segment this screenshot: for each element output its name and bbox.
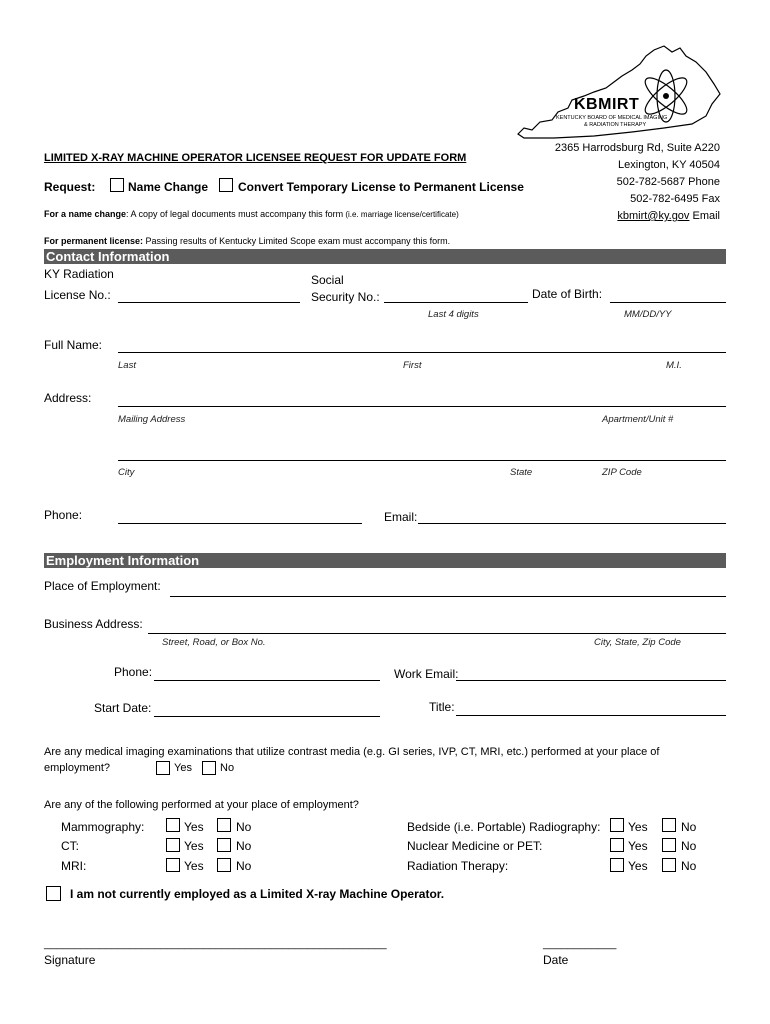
mri-label: MRI: xyxy=(61,859,87,873)
radiation-yes-checkbox[interactable] xyxy=(610,858,624,872)
logo-line1: KENTUCKY BOARD OF MEDICAL IMAGING xyxy=(556,115,668,121)
contrast-yes-label: Yes xyxy=(174,762,192,774)
board-email xyxy=(617,210,720,222)
mailing-address-hint: Mailing Address xyxy=(118,414,186,425)
ct-no-label: No xyxy=(236,839,252,853)
mri-no-label: No xyxy=(236,859,252,873)
board-fax: 502-782-6495 Fax xyxy=(630,193,720,205)
name-change-note-small: (i.e. marriage license/certificate) xyxy=(343,210,459,219)
bedside-label: Bedside (i.e. Portable) Radiography: xyxy=(407,820,601,834)
place-of-employment-field[interactable] xyxy=(170,596,726,597)
mri-no-checkbox[interactable] xyxy=(217,858,231,872)
email-label: Email: xyxy=(384,510,418,524)
board-email-link[interactable]: kbmirt@ky.gov xyxy=(617,210,690,222)
logo-line2: & RADIATION THERAPY xyxy=(584,122,647,128)
following-question: Are any of the following performed at your place of employment? xyxy=(44,799,359,811)
name-change-checkbox[interactable] xyxy=(110,178,124,192)
street-hint: Street, Road, or Box No. xyxy=(162,637,266,648)
contrast-yes-checkbox[interactable] xyxy=(156,761,170,775)
contrast-question-line1: Are any medical imaging examinations that utilize contrast media (e.g. GI series, IVP, CT, MRI, etc.) performed at your place of xyxy=(44,746,660,758)
title-label: Title: xyxy=(429,700,455,714)
contrast-question-line2: employment? xyxy=(44,762,111,774)
city-hint: City xyxy=(118,467,135,478)
board-address-line1: 2365 Harrodsburg Rd, Suite A220 xyxy=(554,142,720,154)
mri-yes-label: Yes xyxy=(184,859,204,873)
full-name-label: Full Name: xyxy=(44,338,103,352)
bedside-yes-checkbox[interactable] xyxy=(610,818,624,832)
mi-hint: M.I. xyxy=(666,360,682,371)
ky-radiation-label: KY Radiation xyxy=(44,267,114,281)
phone-label: Phone: xyxy=(44,508,83,522)
radiation-therapy-label: Radiation Therapy: xyxy=(407,859,509,873)
nuclear-yes-label: Yes xyxy=(628,839,648,853)
business-address-label: Business Address: xyxy=(44,617,143,631)
work-email-field[interactable] xyxy=(456,680,726,681)
ct-yes-checkbox[interactable] xyxy=(166,838,180,852)
employment-section-header: Employment Information xyxy=(44,553,726,568)
bedside-no-label: No xyxy=(681,820,697,834)
board-phone: 502-782-5687 Phone xyxy=(616,176,720,188)
request-label: Request: xyxy=(44,180,96,194)
contact-section-header: Contact Information xyxy=(44,249,726,264)
work-phone-field[interactable] xyxy=(154,680,380,681)
not-employed-checkbox[interactable] xyxy=(46,886,61,901)
contrast-no-label: No xyxy=(220,762,235,774)
email-field[interactable] xyxy=(418,523,726,524)
start-date-label: Start Date: xyxy=(94,701,152,715)
dob-field[interactable] xyxy=(610,302,726,303)
ssn-field[interactable] xyxy=(384,302,528,303)
nuclear-no-label: No xyxy=(681,839,697,853)
name-change-note-text: : A copy of legal documents must accompany this form xyxy=(126,209,344,219)
bedside-yes-label: Yes xyxy=(628,820,648,834)
social-label: Social xyxy=(311,273,344,287)
bedside-no-checkbox[interactable] xyxy=(662,818,676,832)
logo-name: KBMIRT xyxy=(574,96,640,113)
radiation-no-label: No xyxy=(681,859,697,873)
mammography-label: Mammography: xyxy=(61,820,145,834)
apartment-hint: Apartment/Unit # xyxy=(602,414,674,425)
mailing-address-field[interactable] xyxy=(118,406,726,407)
title-field[interactable] xyxy=(456,715,726,716)
dob-label: Date of Birth: xyxy=(532,287,603,301)
board-email-suffix: Email xyxy=(689,210,720,222)
work-phone-label: Phone: xyxy=(114,665,153,679)
city-state-zip-hint: City, State, Zip Code xyxy=(594,637,681,648)
ct-label: CT: xyxy=(61,839,79,853)
radiation-no-checkbox[interactable] xyxy=(662,858,676,872)
work-email-label: Work Email: xyxy=(394,667,459,681)
dob-format-hint: MM/DD/YY xyxy=(624,309,672,320)
first-name-hint: First xyxy=(403,360,422,371)
date-line[interactable]: ____________ xyxy=(543,938,617,950)
mammography-no-label: No xyxy=(236,820,252,834)
city-state-zip-field[interactable] xyxy=(118,460,726,461)
name-change-note-bold: For a name change xyxy=(44,209,127,219)
permanent-license-note-text: Passing results of Kentucky Limited Scope exam must accompany this form. xyxy=(143,236,451,246)
form-title: LIMITED X-RAY MACHINE OPERATOR LICENSEE REQUEST FOR UPDATE FORM xyxy=(44,152,467,164)
license-no-field[interactable] xyxy=(118,302,300,303)
not-employed-label: I am not currently employed as a Limited X-ray Machine Operator. xyxy=(70,887,445,901)
convert-license-checkbox[interactable] xyxy=(219,178,233,192)
contrast-no-checkbox[interactable] xyxy=(202,761,216,775)
mammography-no-checkbox[interactable] xyxy=(217,818,231,832)
mammography-yes-label: Yes xyxy=(184,820,204,834)
name-change-label: Name Change xyxy=(128,180,209,194)
nuclear-label: Nuclear Medicine or PET: xyxy=(407,839,543,853)
business-address-field[interactable] xyxy=(148,633,726,634)
mri-yes-checkbox[interactable] xyxy=(166,858,180,872)
name-change-note xyxy=(44,209,459,219)
state-hint: State xyxy=(510,467,533,478)
permanent-license-note-bold: For permanent license: xyxy=(44,236,144,246)
mammography-yes-checkbox[interactable] xyxy=(166,818,180,832)
permanent-license-note xyxy=(44,236,450,246)
nuclear-no-checkbox[interactable] xyxy=(662,838,676,852)
signature-line[interactable]: ________________________________________________________ xyxy=(44,938,387,950)
kbmirt-logo xyxy=(514,42,726,140)
place-of-employment-label: Place of Employment: xyxy=(44,579,161,593)
board-address-line2: Lexington, KY 40504 xyxy=(618,159,720,171)
ssn-label: Security No.: xyxy=(311,290,380,304)
full-name-field[interactable] xyxy=(118,352,726,353)
convert-license-label: Convert Temporary License to Permanent License xyxy=(238,180,524,194)
zip-hint: ZIP Code xyxy=(602,467,642,478)
phone-field[interactable] xyxy=(118,523,362,524)
license-no-label: License No.: xyxy=(44,288,111,302)
ct-no-checkbox[interactable] xyxy=(217,838,231,852)
radiation-yes-label: Yes xyxy=(628,859,648,873)
nuclear-yes-checkbox[interactable] xyxy=(610,838,624,852)
address-label: Address: xyxy=(44,391,92,405)
ct-yes-label: Yes xyxy=(184,839,204,853)
last4-hint: Last 4 digits xyxy=(428,309,479,320)
signature-label: Signature xyxy=(44,953,96,967)
start-date-field[interactable] xyxy=(154,716,380,717)
date-label: Date xyxy=(543,953,569,967)
last-name-hint: Last xyxy=(118,360,136,371)
